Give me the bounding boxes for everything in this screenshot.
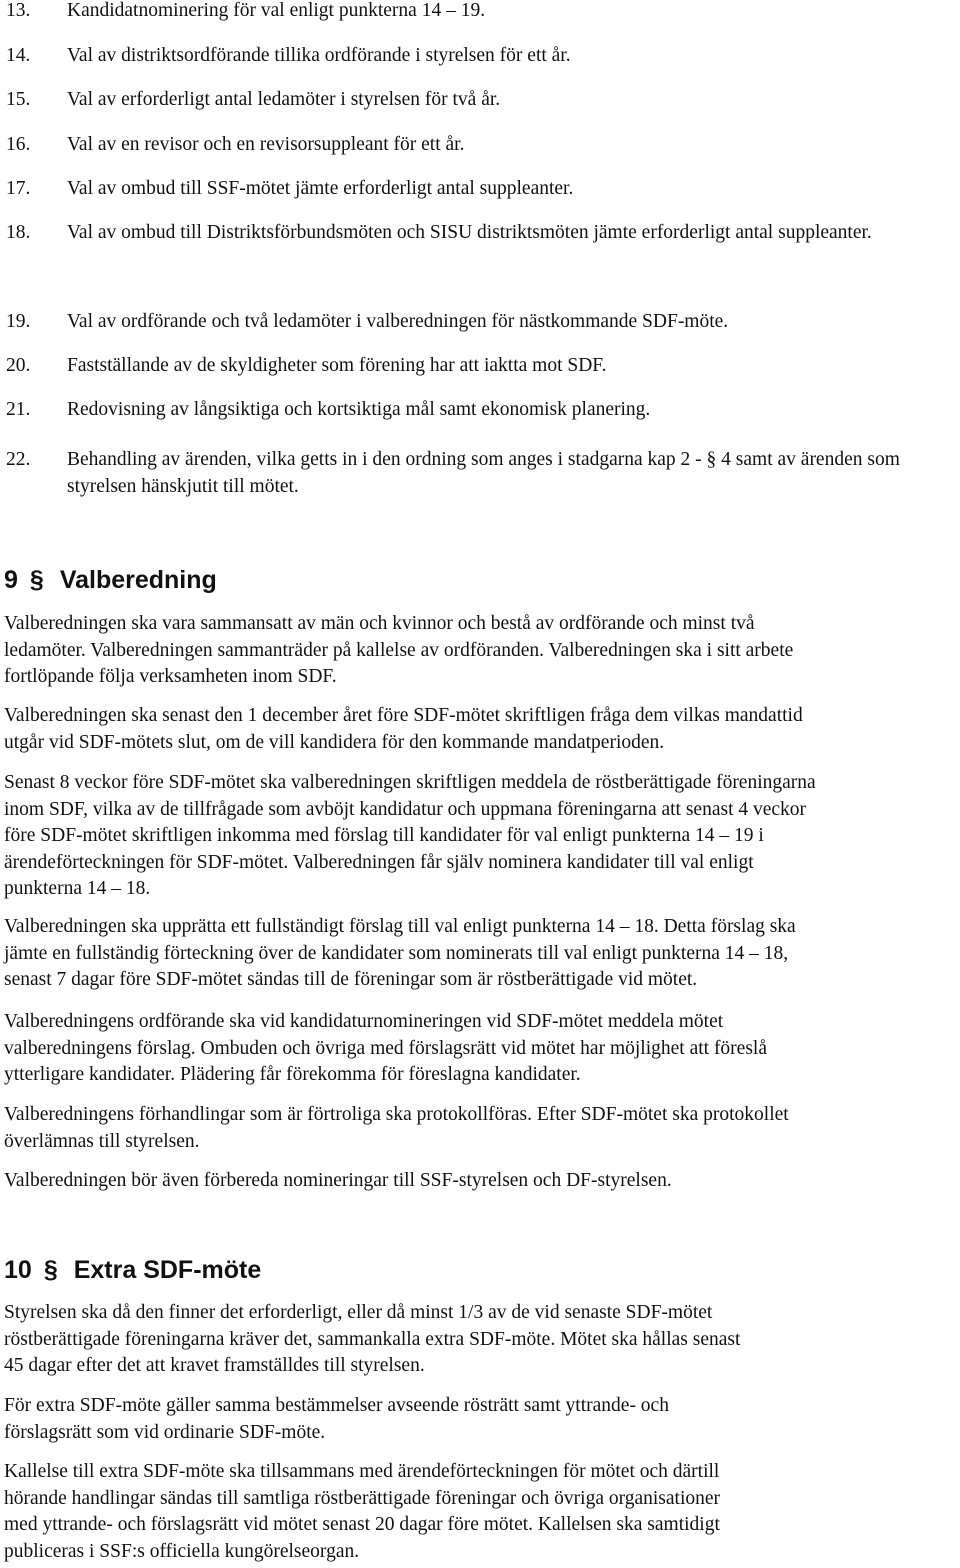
- item-number: 22.: [6, 449, 31, 470]
- section-9-paragraph: [4, 1168, 956, 1195]
- text-line: inom SDF, vilka av de tillfrågade som avböjt kandidatur och uppmana föreningarna att senast 4 veckor: [4, 798, 807, 820]
- text-line: röstberättigade föreningarna kräver det, sammankalla extra SDF-möte. Mötet ska hållas senast: [4, 1328, 741, 1350]
- text-line: före SDF-mötet skriftligen inkomma med förslag till kandidater för val enligt punkterna 14 – 19 i: [4, 825, 764, 846]
- text-line: med yttrande- och förslagsrätt vid mötet senast 20 dagar före mötet. Kallelsen ska samtidigt: [4, 1514, 720, 1535]
- item-number: 20.: [6, 355, 31, 376]
- item-text: Val av ombud till Distriktsförbundsmöten och SISU distriktsmöten jämte erforderligt antal suppleanter.: [67, 222, 872, 243]
- section-10-paragraph: [4, 1393, 956, 1446]
- item-text: Val av erforderligt antal ledamöter i styrelsen för två år.: [67, 89, 501, 110]
- section-9-heading: [4, 565, 217, 595]
- text-line: hörande handlingar sändas till samtliga röstberättigade föreningar och övriga organisationer: [4, 1487, 721, 1509]
- text-line: 45 dagar efter det att kravet framställdes till styrelsen.: [4, 1355, 425, 1376]
- section-number: 10: [4, 1256, 32, 1284]
- item-number: 18.: [6, 222, 31, 243]
- section-10-paragraph: [4, 1459, 956, 1565]
- text-line: Styrelsen ska då den finner det erforderligt, eller då minst 1/3 av de vid senaste SDF-mötet: [4, 1302, 713, 1323]
- text-line: överlämnas till styrelsen.: [4, 1130, 200, 1152]
- item-text: Kandidatnominering för val enligt punkterna 14 – 19.: [67, 0, 486, 21]
- section-9-paragraph: [4, 1102, 956, 1155]
- text-line: valberedningens förslag. Ombuden och övriga med förslagsrätt vid mötet har möjlighet att föreslå: [4, 1037, 767, 1059]
- item-text: Fastställande av de skyldigheter som förening har att iaktta mot SDF.: [67, 355, 607, 376]
- paragraph-symbol: §: [43, 1256, 58, 1284]
- text-line: fortlöpande följa verksamheten inom SDF.: [4, 666, 337, 687]
- section-10-heading: [4, 1255, 261, 1285]
- section-title: Extra SDF-möte: [73, 1256, 262, 1284]
- item-text: Val av en revisor och en revisorsuppleant för ett år.: [67, 134, 465, 155]
- text-line: Valberedningen ska upprätta ett fullständigt förslag till val enligt punkterna 14 – 18. Detta förslag ska: [4, 916, 796, 937]
- text-line: ledamöter. Valberedningen sammanträder på kallelse av ordföranden. Valberedningen ska i sitt arbete: [4, 639, 794, 661]
- section-title: Valberedning: [59, 566, 217, 594]
- section-9-paragraph: [4, 611, 956, 691]
- text-line: ärendeförteckningen för SDF-mötet. Valberedningen får själv nominera kandidater till val enligt: [4, 851, 754, 873]
- text-line: Kallelse till extra SDF-möte ska tillsammans med ärendeförteckningen för mötet och därtill: [4, 1461, 720, 1482]
- text-line: punkterna 14 – 18.: [4, 878, 151, 899]
- item-text: Val av ordförande och två ledamöter i valberedningen för nästkommande SDF-möte.: [67, 311, 729, 332]
- section-9-paragraph: [4, 1009, 956, 1089]
- paragraph-symbol: §: [29, 566, 44, 594]
- text-line: Valberedningen ska senast den 1 december året före SDF-mötet skriftligen fråga dem vilkas mandattid: [4, 705, 803, 726]
- text-line: publiceras i SSF:s officiella kungörelseorgan.: [4, 1540, 360, 1562]
- item-number: 13.: [6, 0, 31, 21]
- item-number: 15.: [6, 89, 31, 110]
- text-line: Senast 8 veckor före SDF-mötet ska valberedningen skriftligen meddela de röstberättigade föreningarna: [4, 772, 816, 793]
- text-line: utgår vid SDF-mötets slut, om de vill kandidera för den kommande mandatperioden.: [4, 731, 665, 753]
- item-number: 16.: [6, 134, 31, 155]
- section-9-paragraph: [4, 770, 956, 903]
- text-line: Valberedningens ordförande ska vid kandidaturnomineringen vid SDF-mötet meddela mötet: [4, 1011, 724, 1032]
- text-line: Valberedningen ska vara sammansatt av män och kvinnor och bestå av ordförande och minst två: [4, 613, 755, 634]
- text-line: Valberedningen bör även förbereda nomineringar till SSF-styrelsen och DF-styrelsen.: [4, 1170, 672, 1191]
- item-text: Val av distriktsordförande tillika ordförande i styrelsen för ett år.: [67, 45, 571, 66]
- text-line: jämte en fullständig förteckning över de kandidater som nominerats till val enligt punkterna 14 – 18,: [4, 942, 789, 964]
- section-10-paragraph: [4, 1300, 956, 1380]
- item-number: 14.: [6, 45, 31, 66]
- item-text: Behandling av ärenden, vilka getts in i den ordning som anges i stadgarna kap 2 - § 4 samt av ärenden som styrelsen hänskjutit till mötet.: [67, 449, 900, 497]
- item-text: Redovisning av långsiktiga och kortsiktiga mål samt ekonomisk planering.: [67, 399, 651, 420]
- section-number: 9: [4, 566, 18, 594]
- section-9-paragraph: [4, 703, 956, 756]
- section-9-paragraph: [4, 914, 956, 994]
- item-number: 17.: [6, 178, 31, 199]
- text-line: Valberedningens förhandlingar som är förtroliga ska protokollföras. Efter SDF-mötet ska protokollet: [4, 1104, 789, 1125]
- item-number: 21.: [6, 399, 31, 420]
- item-text: Val av ombud till SSF-mötet jämte erforderligt antal suppleanter.: [67, 178, 574, 199]
- text-line: För extra SDF-möte gäller samma bestämmelser avseende rösträtt samt yttrande- och: [4, 1395, 669, 1416]
- text-line: ytterligare kandidater. Plädering får förekomma för föreslagna kandidater.: [4, 1064, 581, 1085]
- text-line: förslagsrätt som vid ordinarie SDF-möte.: [4, 1421, 326, 1443]
- text-line: senast 7 dagar före SDF-mötet sändas till de föreningar som är röstberättigade vid mötet.: [4, 969, 698, 990]
- item-number: 19.: [6, 311, 31, 332]
